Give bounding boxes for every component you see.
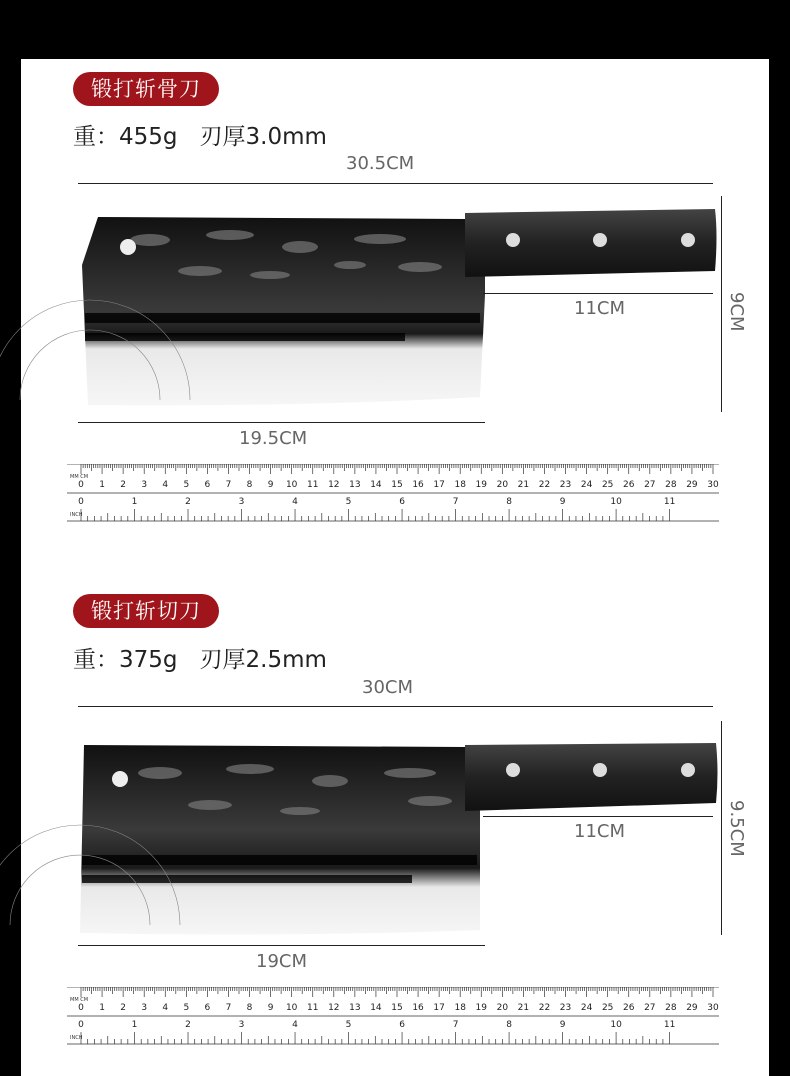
ruler-label: 6 <box>399 497 405 507</box>
blade-hole <box>112 771 128 787</box>
thickness-label: 刃厚 <box>199 124 246 150</box>
ruler-label: 6 <box>204 1003 211 1013</box>
weight-label: 重： <box>73 647 119 673</box>
ruler-label: 9 <box>559 1020 566 1030</box>
ruler-label: 18 <box>454 480 466 490</box>
ruler-label: 9 <box>267 480 274 490</box>
ruler-label: 16 <box>412 480 424 490</box>
ruler-label: 15 <box>391 1003 403 1013</box>
handle-length-line <box>483 816 713 817</box>
ruler-label: 3 <box>141 1003 148 1013</box>
ruler-label: 1 <box>99 1003 105 1013</box>
ruler-label: 25 <box>601 480 614 490</box>
height-label: 9.5CM <box>726 800 747 857</box>
ruler-label: 2 <box>120 480 127 490</box>
ruler-label: 28 <box>665 1003 677 1013</box>
ruler-label: 18 <box>454 1003 466 1013</box>
ruler-label: 13 <box>349 480 361 490</box>
ruler-label: 27 <box>644 1003 656 1013</box>
ruler-label: 29 <box>686 1003 698 1013</box>
height-label: 9CM <box>726 292 747 332</box>
ruler-label: 5 <box>183 480 190 490</box>
ruler <box>67 987 719 1045</box>
ruler-label: 4 <box>162 1003 169 1013</box>
ruler-label: 9 <box>559 497 566 507</box>
ruler-label: 12 <box>328 1003 340 1013</box>
ruler-label: 11 <box>307 1003 319 1013</box>
ruler-label: 1 <box>131 1020 138 1030</box>
weight-value: 455g <box>119 124 178 150</box>
ruler-label: 14 <box>370 480 382 490</box>
total-length-label: 30.5CM <box>346 153 415 174</box>
ruler-label: 0 <box>78 1020 84 1030</box>
ruler-label: 15 <box>391 480 403 490</box>
ruler-label: 10 <box>610 1020 622 1030</box>
ruler-label: 20 <box>496 480 509 490</box>
ruler-label: 19 <box>475 1003 487 1013</box>
ruler-label: 19 <box>475 480 487 490</box>
product-name-badge: 锻打斩切刀 <box>73 594 219 628</box>
ruler-label: 6 <box>204 480 211 490</box>
ruler-label: 7 <box>452 497 459 507</box>
weight-value: 375g <box>119 647 178 673</box>
total-length-line <box>78 706 713 707</box>
ruler-label: 12 <box>328 480 340 490</box>
ruler-label: 26 <box>623 480 635 490</box>
ruler-label: 23 <box>559 480 572 490</box>
product-spec <box>73 641 327 674</box>
ruler-label: 24 <box>580 480 593 490</box>
ruler-label: 5 <box>183 1003 190 1013</box>
ruler-label: 3 <box>238 497 245 507</box>
ruler-unit-cm: MM CM <box>70 474 89 480</box>
ruler-label: 4 <box>292 497 298 507</box>
height-line <box>721 721 722 935</box>
blade-length-label: 19CM <box>256 951 308 972</box>
product-name-badge: 锻打斩骨刀 <box>73 72 219 106</box>
ruler-label: 24 <box>580 1003 593 1013</box>
ruler-label: 5 <box>345 497 352 507</box>
blade-length-label: 19.5CM <box>239 428 308 449</box>
ruler-label: 29 <box>686 480 698 490</box>
ruler-label: 0 <box>78 497 84 507</box>
ruler-label: 2 <box>120 1003 127 1013</box>
ruler-label: 3 <box>238 1020 245 1030</box>
ruler-label: 4 <box>292 1020 298 1030</box>
ruler-label: 26 <box>623 1003 635 1013</box>
ruler-label: 30 <box>707 1003 719 1013</box>
ruler-label: 11 <box>663 1020 676 1030</box>
ruler-label: 28 <box>665 480 677 490</box>
ruler-label: 14 <box>370 1003 382 1013</box>
ruler-label: 1 <box>99 480 105 490</box>
ruler-label: 23 <box>559 1003 572 1013</box>
ruler-label: 10 <box>610 497 622 507</box>
ruler-label: 0 <box>78 480 84 490</box>
ruler-label: 1 <box>131 497 138 507</box>
ruler-label: 3 <box>141 480 148 490</box>
knife-image <box>0 735 790 950</box>
ruler-label: 8 <box>506 1020 512 1030</box>
ruler-label: 22 <box>538 480 551 490</box>
ruler-label: 8 <box>506 497 512 507</box>
ruler-label: 8 <box>246 1003 253 1013</box>
ruler-label: 7 <box>225 480 232 490</box>
ruler-label: 11 <box>663 497 676 507</box>
ruler-label: 17 <box>433 480 445 490</box>
ruler-label: 8 <box>246 480 253 490</box>
ruler-label: 17 <box>433 1003 445 1013</box>
ruler-label: 21 <box>517 480 530 490</box>
ruler-unit-inch: INCH <box>70 512 83 518</box>
ruler-label: 21 <box>517 1003 530 1013</box>
ruler-label: 25 <box>601 1003 614 1013</box>
ruler-label: 5 <box>345 1020 352 1030</box>
ruler-label: 7 <box>452 1020 459 1030</box>
ruler-unit-cm: MM CM <box>70 997 89 1003</box>
ruler-label: 9 <box>267 1003 274 1013</box>
ruler-label: 10 <box>285 480 298 490</box>
ruler-unit-inch: INCH <box>70 1035 83 1041</box>
blade-length-line <box>78 945 485 946</box>
thickness-label: 刃厚 <box>199 647 246 673</box>
total-length-label: 30CM <box>362 677 414 698</box>
ruler-label: 20 <box>496 1003 509 1013</box>
handle <box>465 743 718 811</box>
ruler-label: 7 <box>225 1003 232 1013</box>
weight-label: 重： <box>73 124 119 150</box>
ruler-label: 2 <box>185 497 191 507</box>
ruler-label: 16 <box>412 1003 424 1013</box>
handle-length-label: 11CM <box>574 298 626 319</box>
ruler-label: 30 <box>707 480 719 490</box>
ruler-label: 13 <box>349 1003 361 1013</box>
ruler-label: 27 <box>644 480 656 490</box>
thickness-value: 3.0mm <box>245 124 327 150</box>
ruler-label: 11 <box>307 480 319 490</box>
ruler-label: 6 <box>399 1020 405 1030</box>
ruler-label: 0 <box>78 1003 84 1013</box>
ruler-label: 2 <box>185 1020 191 1030</box>
ruler-label: 10 <box>285 1003 298 1013</box>
ruler-label: 4 <box>162 480 169 490</box>
handle-length-label: 11CM <box>574 821 626 842</box>
thickness-value: 2.5mm <box>245 647 327 673</box>
ruler-label: 22 <box>538 1003 551 1013</box>
